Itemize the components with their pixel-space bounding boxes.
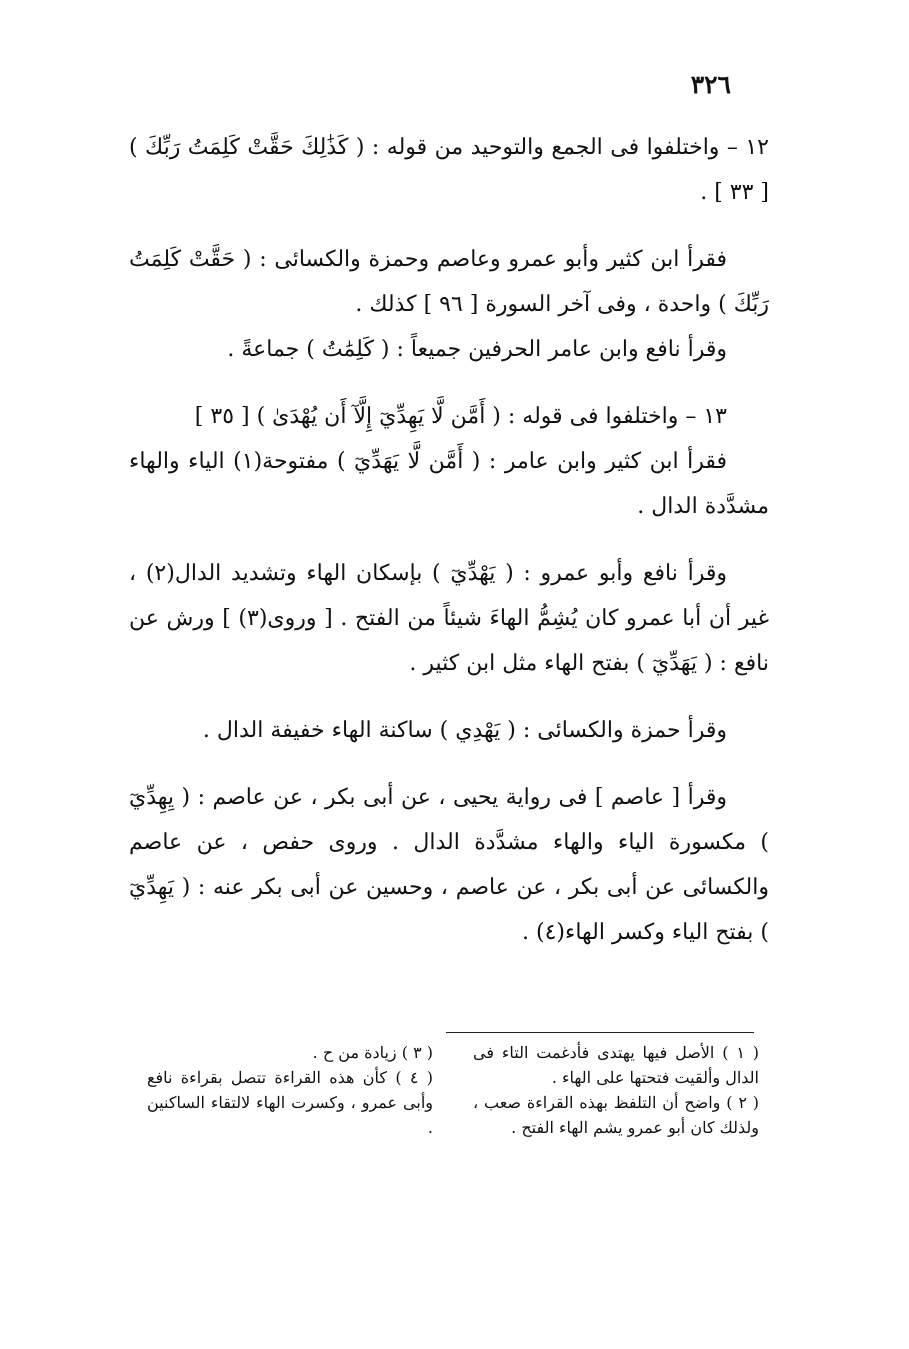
paragraph: ١٢ – واختلفوا فى الجمع والتوحيد من قوله : ( كَذَٰلِكَ حَقَّتْ كَلِمَتُ رَبِّكَ ) [ ٣٣ ] . xyxy=(129,135,769,205)
page-number: ٣٢٦ xyxy=(690,70,731,99)
footnotes xyxy=(147,1040,759,1140)
paragraph: فقرأ ابن كثير وابن عامر : ( أَمَّن لَّا يَهَدِّيٓ ) مفتوحة(١) الياء والهاء مشدَّدة الدال . xyxy=(129,449,769,519)
paragraph: وقرأ نافع وابن عامر الحرفين جميعاً : ( كَلِمَٰتُ ) جماعةً . xyxy=(227,337,727,362)
paragraph: وقرأ نافع وأبو عمرو : ( يَهْدِّيٓ ) بإسكان الهاء وتشديد الدال(٢) ، غير أن أبا عمرو كان يُشِمُّ الهاءَ شيئاً من الفتح . [ وروى(٣) ] ورش عن نافع : ( يَهَدِّيٓ ) بفتح الهاء مثل ابن كثير . xyxy=(129,561,770,676)
paragraph: فقرأ ابن كثير وأبو عمرو وعاصم وحمزة والكسائى : ( حَقَّتْ كَلِمَتُ رَبِّكَ ) واحدة ، وفى آخر السورة [ ٩٦ ] كذلك . xyxy=(129,247,769,317)
footnote-4: ( ٤ ) كأن هذه القراءة تتصل بقراءة نافع وأبى عمرو ، وكسرت الهاء لالتقاء الساكنين . xyxy=(147,1068,434,1137)
paragraph: وقرأ [ عاصم ] فى رواية يحيى ، عن أبى بكر ، عن عاصم : ( يِهِدِّيٓ ) مكسورة الياء والهاء مشدَّدة الدال . وروى حفص ، عن عاصم والكسائى عن أبى بكر ، عن عاصم ، وحسين عن أبى بكر عنه : ( يَهِدِّيٓ ) بفتح الياء وكسر الهاء(٤) . xyxy=(129,785,769,945)
paragraph: وقرأ حمزة والكسائى : ( يَهْدِي ) ساكنة الهاء خفيفة الدال . xyxy=(202,718,727,743)
footnote-3: ( ٣ ) زيادة من ح . xyxy=(312,1043,433,1062)
main-text xyxy=(129,125,769,955)
footnotes-right-column xyxy=(473,1040,759,1140)
footnotes-left-column xyxy=(147,1040,433,1140)
footnote-2: ( ٢ ) واضح أن التلفظ بهذه القراءة صعب ، ولذلك كان أبو عمرو يشم الهاء الفتح . xyxy=(473,1093,759,1137)
paragraph: ١٣ – واختلفوا فى قوله : ( أَمَّن لَّا يَهِدِّيٓ إِلَّآ أَن يُهْدَىٰ ) [ ٣٥ ] xyxy=(194,404,727,429)
footnote-divider xyxy=(446,1032,754,1033)
footnote-1: ( ١ ) الأصل فيها يهتدى فأدغمت التاء فى الدال وألقيت فتحتها على الهاء . xyxy=(473,1043,760,1087)
